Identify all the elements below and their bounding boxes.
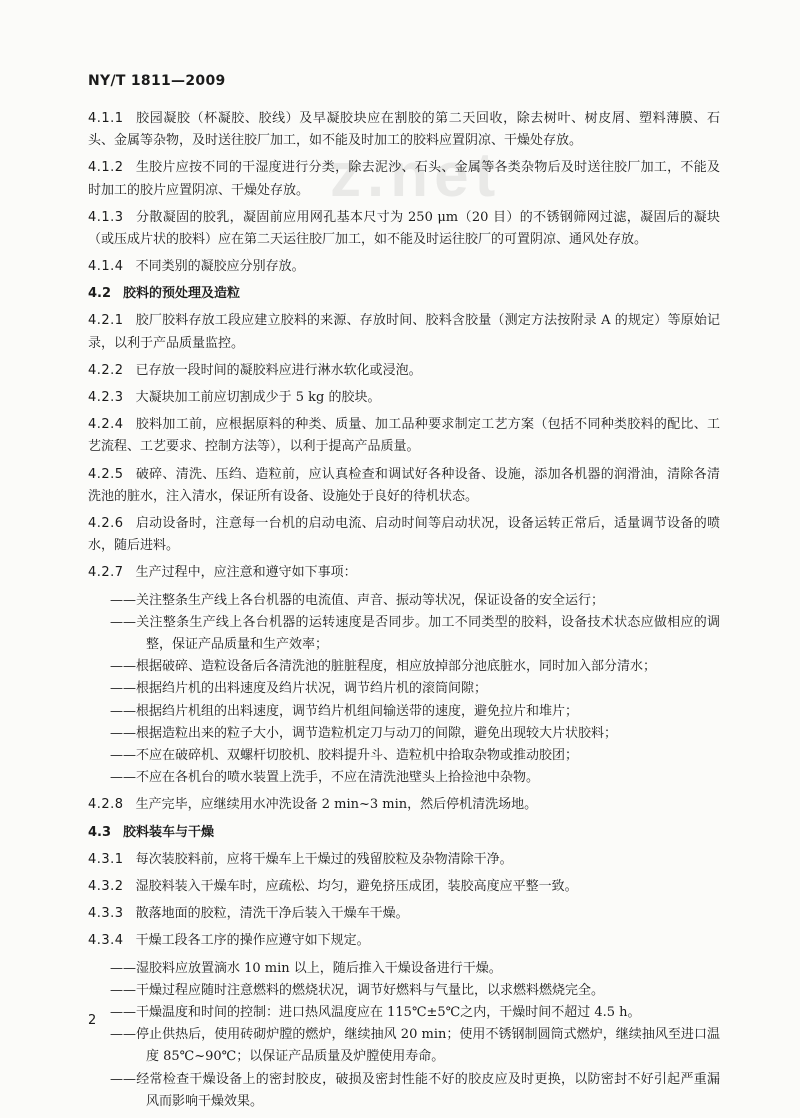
section-number: 4.2 [88, 286, 112, 302]
list-item: ——经常检查干燥设备上的密封胶皮，破损及密封性能不好的胶皮应及时更换，以防密封不好引起严重漏风而影响干燥效果。 [110, 1071, 720, 1109]
clause-4-2-8 [88, 794, 720, 816]
clause-text: 启动设备时，注意每一台机的启动电流、启动时间等启动状况，设备运转正常后，适量调节设备的喷水，随后进料。 [88, 516, 720, 554]
clause-number: 4.2.7 [88, 565, 124, 581]
section-heading-4-3 [88, 822, 720, 844]
clause-paragraph [88, 903, 720, 925]
clause-paragraph [88, 360, 720, 382]
page-number: 2 [88, 1013, 97, 1028]
list-item: ——不应在各机台的喷水装置上洗手，不应在清洗池壁头上拾捡池中杂物。 [110, 770, 540, 786]
section-heading-4-2 [88, 283, 720, 305]
clause-number: 4.1.2 [88, 160, 124, 176]
clause-text: 生产过程中，应注意和遵守如下事项： [135, 565, 357, 581]
clause-paragraph [88, 849, 720, 871]
list-item: ——根据造粒出来的粒子大小，调节造粒机定刀与动刀的间隙，避免出现较大片状胶料； [110, 725, 618, 741]
clause-number: 4.2.2 [88, 362, 124, 378]
list-4-3-4 [88, 958, 720, 1113]
clause-text: 生胶片应按不同的干湿度进行分类，除去泥沙、石头、金属等各类杂物后及时送往胶厂加工，不能及时加工的胶片应置阴凉、干燥处存放。 [88, 160, 720, 198]
clause-number: 4.3.4 [88, 933, 124, 949]
list-item: ——根据绉片机组的出料速度，调节绉片机组间输送带的速度，避免拉片和堆片； [110, 703, 579, 719]
clause-paragraph [88, 930, 720, 952]
clause-number: 4.2.3 [88, 390, 124, 406]
clause-paragraph [88, 414, 720, 458]
clause-paragraph [88, 207, 720, 251]
list-item: ——干燥温度和时间的控制：进口热风温度应在 115℃±5℃之内，干燥时间不超过 4.5 h。 [110, 1004, 641, 1020]
list-item: ——湿胶料应放置滴水 10 min 以上，随后推入干燥设备进行干燥。 [110, 960, 502, 976]
clause-text: 不同类别的凝胶应分别存放。 [135, 259, 305, 275]
clause-number: 4.3.3 [88, 906, 124, 922]
clause-number: 4.1.4 [88, 259, 124, 275]
clause-paragraph [88, 157, 720, 201]
list-4-2-7 [88, 590, 720, 790]
clause-text: 大凝块加工前应切割成少于 5 kg 的胶块。 [135, 390, 381, 406]
clause-paragraph [88, 310, 720, 354]
list-item: ——根据破碎、造粒设备后各清洗池的脏脏程度，相应放掉部分池底脏水，同时加入部分清水； [110, 659, 657, 675]
clause-number: 4.3.1 [88, 851, 124, 867]
section-number: 4.3 [88, 824, 112, 840]
clause-text: 已存放一段时间的凝胶料应进行淋水软化或浸泡。 [135, 362, 422, 378]
clause-text: 破碎、清洗、压绉、造粒前，应认真检查和调试好各种设备、设施，添加各机器的润滑油，清除各清洗池的脏水，注入清水，保证所有设备、设施处于良好的待机状态。 [88, 466, 720, 504]
clause-text: 胶料加工前，应根据原料的种类、质量、加工品种要求制定工艺方案（包括不同种类胶料的配比、工艺流程、工艺要求、控制方法等），以利于提高产品质量。 [88, 417, 720, 455]
clause-number: 4.2.4 [88, 417, 124, 433]
clause-number: 4.1.3 [88, 209, 124, 225]
list-item: ——干燥过程应随时注意燃料的燃烧状况，调节好燃料与气量比，以求燃料燃烧完全。 [110, 982, 605, 998]
clause-number: 4.2.6 [88, 516, 124, 532]
list-item: ——根据绉片机的出料速度及绉片状况，调节绉片机的滚筒间隙； [110, 681, 488, 697]
clause-paragraph [88, 464, 720, 508]
clause-paragraph [88, 387, 720, 409]
section-title: 胶料的预处理及造粒 [123, 286, 241, 302]
clause-number: 4.2.5 [88, 466, 124, 482]
list-item: ——关注整条生产线上各台机器的运转速度是否同步。加工不同类型的胶料，设备技术状态应做相应的调整，保证产品质量和生产效率； [110, 614, 720, 653]
clause-group-4-3 [88, 849, 720, 953]
clause-number: 4.1.1 [88, 111, 124, 126]
clause-number: 4.2.8 [88, 797, 124, 813]
clause-text: 分散凝固的胶乳，凝固前应用网孔基本尺寸为 250 μm（20 目）的不锈钢筛网过滤，凝固后的凝块（或压成片状的胶料）应在第二天运往胶厂加工，如不能及时运往胶厂的可置阴凉、通风处存放。 [88, 209, 720, 248]
clause-paragraph [88, 256, 720, 278]
clause-text: 胶厂胶料存放工段应建立胶料的来源、存放时间、胶料含胶量（测定方法按附录 A 的规定）等原始记录，以利于产品质量监控。 [88, 313, 720, 351]
list-item: ——不应在破碎机、双螺杆切胶机、胶料提升斗、造粒机中拾取杂物或推动胶团； [110, 748, 579, 764]
clause-number: 4.2.1 [88, 313, 124, 329]
clause-text: 每次装胶料前，应将干燥车上干燥过的残留胶粒及杂物清除干净。 [135, 851, 513, 867]
document-code-header: NY/T 1811—2009 [88, 73, 226, 89]
clause-text: 散落地面的胶粒，清洗干净后装入干燥车干燥。 [135, 906, 409, 922]
clause-paragraph [88, 513, 720, 557]
clause-text: 胶园凝胶（杯凝胶、胶线）及早凝胶块应在割胶的第二天回收，除去树叶、树皮屑、塑料薄膜、石头、金属等杂物，及时送往胶厂加工，如不能及时加工的胶料应置阴凉、干燥处存放。 [88, 111, 720, 149]
clause-paragraph [88, 562, 720, 584]
clause-number: 4.3.2 [88, 878, 124, 894]
section-title: 胶料装车与干燥 [123, 824, 215, 840]
document-body [88, 108, 720, 1118]
clause-paragraph [88, 876, 720, 898]
clause-text: 生产完毕，应继续用水冲洗设备 2 min~3 min，然后停机清洗场地。 [135, 797, 538, 813]
clause-group-4-2 [88, 310, 720, 584]
list-item: ——停止供热后，使用砖砌炉膛的燃炉，继续抽风 20 min；使用不锈钢制圆筒式燃炉，继续抽风至进口温度 85℃~90℃；以保证产品质量及炉膛使用寿命。 [110, 1027, 720, 1065]
watermark: z.net [330, 141, 502, 210]
clause-text: 湿胶料装入干燥车时，应疏松、均匀，避免挤压成团，装胶高度应平整一致。 [135, 878, 578, 894]
clause-text: 干燥工段各工序的操作应遵守如下规定。 [135, 933, 370, 949]
list-item: ——关注整条生产线上各台机器的电流值、声音、振动等状况，保证设备的安全运行； [110, 592, 605, 608]
clause-paragraph [88, 108, 720, 152]
clause-group-4-1 [88, 108, 720, 278]
